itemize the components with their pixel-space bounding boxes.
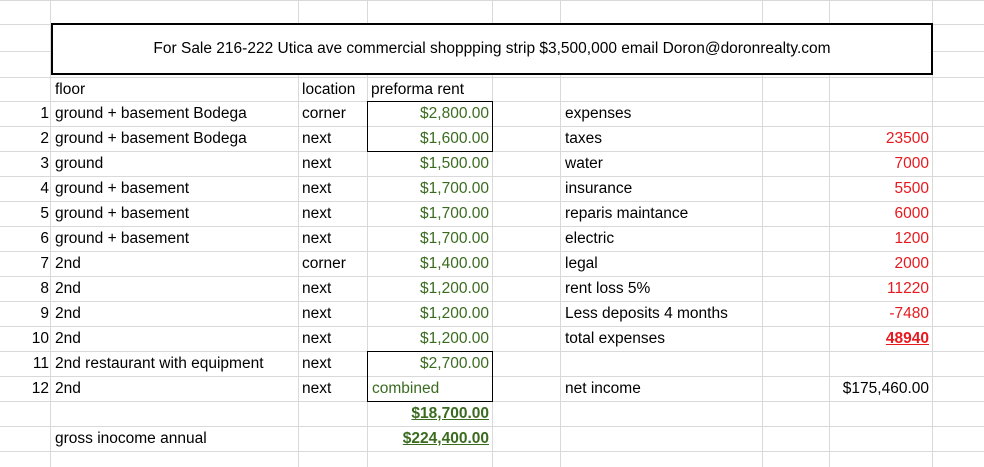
row-number[interactable]: 1 [40,105,49,122]
location-cell[interactable]: next [302,180,332,197]
floor-cell[interactable]: 2nd restaurant with equipment [55,355,264,372]
location-cell[interactable]: next [302,355,332,372]
row-number[interactable]: 11 [32,355,49,372]
expense-label[interactable]: reparis maintance [565,205,689,222]
expense-value[interactable]: 2000 [894,255,929,272]
location-cell[interactable]: next [302,305,332,322]
header-floor[interactable]: floor [55,81,86,98]
location-cell[interactable]: corner [302,255,346,272]
rent-cell[interactable]: $1,500.00 [420,155,489,172]
location-cell[interactable]: next [302,205,332,222]
expense-label[interactable]: taxes [565,130,603,147]
rent-cell[interactable]: $1,600.00 [420,130,489,147]
location-cell[interactable]: next [302,130,332,147]
rent-cell[interactable]: combined [372,380,440,397]
expense-value[interactable]: 23500 [885,130,929,147]
row-number[interactable]: 4 [40,180,49,197]
floor-cell[interactable]: ground + basement Bodega [55,130,247,147]
rent-cell[interactable]: $1,200.00 [420,305,489,322]
expense-label[interactable]: Less deposits 4 months [565,305,728,322]
location-cell[interactable]: next [302,155,332,172]
restaurant-rent-border [367,351,493,402]
row-number[interactable]: 8 [40,280,49,297]
sale-banner: For Sale 216-222 Utica ave commercial shoppping strip $3,500,000 email Doron@doronrealty.com [51,23,933,75]
rent-cell[interactable]: $1,700.00 [420,230,489,247]
row-number[interactable]: 9 [40,305,49,322]
bodega-rent-border [367,101,493,152]
expense-label[interactable]: insurance [565,180,633,197]
total-monthly-rent[interactable]: $18,700.00 [411,405,489,422]
floor-cell[interactable]: ground [55,155,104,172]
location-cell[interactable]: next [302,380,332,397]
row-number[interactable]: 5 [40,205,49,222]
location-cell[interactable]: next [302,280,332,297]
expense-value[interactable]: 11220 [887,280,929,297]
rent-cell[interactable]: $2,800.00 [420,105,489,122]
floor-cell[interactable]: ground + basement [55,230,189,247]
expense-value[interactable]: 1200 [894,230,929,247]
total-expenses-value[interactable]: 48940 [885,330,929,347]
rent-cell[interactable]: $1,700.00 [420,205,489,222]
total-expenses-label[interactable]: total expenses [565,330,665,347]
row-number[interactable]: 3 [40,155,49,172]
expense-label[interactable]: water [565,155,603,172]
net-income-value[interactable]: $175,460.00 [842,380,929,397]
expense-label[interactable]: rent loss 5% [565,280,651,297]
row-number[interactable]: 7 [40,255,49,272]
floor-cell[interactable]: ground + basement [55,205,189,222]
net-income-label[interactable]: net income [565,380,641,397]
row-number[interactable]: 12 [31,380,49,397]
floor-cell[interactable]: 2nd [55,330,81,347]
rent-cell[interactable]: $1,200.00 [420,280,489,297]
floor-cell[interactable]: 2nd [55,380,81,397]
floor-cell[interactable]: ground + basement Bodega [55,105,247,122]
expense-label[interactable]: legal [565,255,598,272]
gross-income-value[interactable]: $224,400.00 [402,430,489,447]
expense-value[interactable]: 5500 [894,180,929,197]
rent-cell[interactable]: $2,700.00 [420,355,489,372]
rent-cell[interactable]: $1,200.00 [420,330,489,347]
floor-cell[interactable]: 2nd [55,305,81,322]
expense-label[interactable]: electric [565,230,615,247]
header-location[interactable]: location [302,81,356,98]
expenses-title[interactable]: expenses [565,105,632,122]
floor-cell[interactable]: 2nd [55,280,81,297]
rent-cell[interactable]: $1,700.00 [420,180,489,197]
row-number[interactable]: 6 [40,230,49,247]
header-rent[interactable]: preforma rent [371,81,465,98]
gross-income-label[interactable]: gross inocome annual [55,430,207,447]
expense-value[interactable]: 6000 [894,205,929,222]
floor-cell[interactable]: ground + basement [55,180,189,197]
location-cell[interactable]: next [302,330,332,347]
expense-value[interactable]: -7480 [889,305,929,322]
rent-cell[interactable]: $1,400.00 [420,255,489,272]
floor-cell[interactable]: 2nd [55,255,81,272]
row-number[interactable]: 2 [40,130,49,147]
expense-value[interactable]: 7000 [894,155,929,172]
row-number[interactable]: 10 [31,330,49,347]
location-cell[interactable]: corner [302,105,346,122]
location-cell[interactable]: next [302,230,332,247]
